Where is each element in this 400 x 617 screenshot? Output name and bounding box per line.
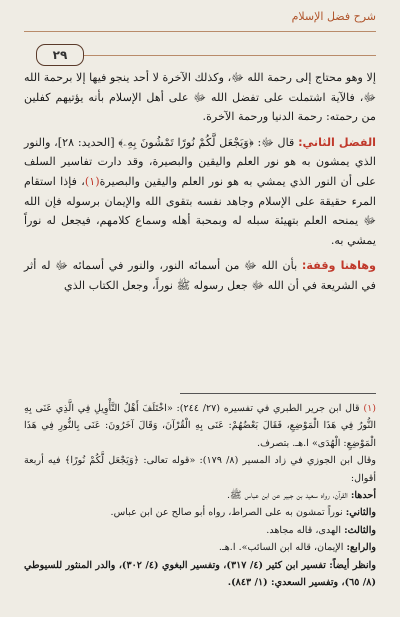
- footnote-item: [24, 487, 376, 504]
- paragraph-3: [24, 256, 376, 295]
- footnote-item-label: أحدها:: [350, 490, 376, 502]
- section-heading-second-virtue: الفضل الثاني:: [298, 135, 376, 149]
- footnote-see-also: [24, 557, 376, 592]
- footnote-see-also-text: وانظر أيضاً: تفسير ابن كثير (٤/ ٣١٧)، وتفسير البغوي (٤/ ٣٠٢)، والدر المنثور للسيوطي (٨/ ٦٥)، وتفسير السعدي: (١/ ٨٤٣).: [24, 559, 376, 589]
- page-number-rule: [84, 55, 376, 56]
- paragraph-2-text: قال ﷻ: ﴿وَيَجْعَل لَّكُمْ نُورًا تَمْشُونَ بِهِۦ﴾ [الحديد: ٢٨]، والنور الذي يمشون به هو نور العلم واليقين والبصيرة، وقد دارت تفاسير السلف على أن النور الذي يمشي به هو نور العلم واليقين والبصيرة: [24, 135, 376, 188]
- paragraph-1: إلا وهو محتاج إلى رحمة الله ﷻ، وكذلك الآخرة لا أحد ينجو فيها إلا برحمة الله ﷻ، فالآية اشتملت على تفضل الله ﷻ على أهل الإسلام بأنه يؤتيهم كفلين من رحمته: رحمة الدنيا ورحمة الآخرة.: [24, 71, 376, 124]
- page-number-badge: ٢٩: [36, 44, 84, 66]
- footnote-item-label: والثالث:: [344, 524, 376, 536]
- main-body: [24, 68, 376, 302]
- footnote-item: [24, 504, 376, 521]
- footnote-1: [24, 400, 376, 452]
- footnote-item-text: الهدى، قاله مجاهد.: [266, 524, 345, 536]
- footnote-item-label: والرابع:: [346, 542, 376, 554]
- footnote-divider: [180, 393, 376, 394]
- footnote-item: [24, 539, 376, 556]
- running-header-title: شرح فضل الإسلام: [291, 10, 376, 23]
- footnote-marker-1[interactable]: (١): [84, 174, 100, 188]
- footnote-item-text: الإيمان، قاله ابن السائب». ا.هـ.: [218, 542, 347, 554]
- footnote-item-text: نوراً تمشون به على الصراط، رواه أبو صالح عن ابن عباس.: [110, 507, 346, 519]
- paragraph-2-text-cont: ، فإذا استقام المرء حقيقة على الإسلام وجاهد نفسه بتقوى الله والإيمان برسوله فإن الله ﷻ يمنحه العلم بتهيئة سبله له وبمحبة أهله وسماع كلامهم، فيجعل له نوراً يمشي به.: [24, 174, 376, 247]
- footnote-1-text: قال ابن جرير الطبري في تفسيره (٢٧/ ٢٤٤): «اخْتَلَفَ أَهْلُ التَّأْوِيلِ فِي الَّذِي عَنَى بِهِ النُّورُ فِي هَذَا الْمَوْضِعِ، فَقَالَ بَعْضُهُمْ: عَنَى بِهِ الْقُرْآنَ، وَقَالَ آخَرُونَ: عَنَى بِالنُّورِ فِي هَذَا الْمَوْضِعِ: الْهُدَى» ا.هـ. بتصرف.: [24, 403, 376, 449]
- footnote-1-number: (١): [363, 403, 376, 414]
- footnote-item: [24, 522, 376, 539]
- footnotes: [24, 400, 376, 591]
- header-divider: [24, 31, 376, 32]
- footnote-item-label: والثاني:: [345, 507, 376, 519]
- footnote-item-text: القرآن، رواه سعيد بن جبير عن ابن عباس ﷺ.: [226, 490, 351, 502]
- footnote-line-ibn-jawzi: وقال ابن الجوزي في زاد المسير (٨/ ١٧٩): «قوله تعالى: ﴿وَيَجْعَل لَّكُمْ نُورًا﴾ فيه أربعة أقوال:: [24, 455, 376, 484]
- section-heading-pause: وهاهنا وقفة:: [301, 259, 377, 273]
- paragraph-3-text: بأن الله ﷻ من أسمائه النور، والنور في أسمائه ﷻ له أثر في الشريعة في أن الله ﷻ جعل رسوله ﷺ نوراً، وجعل الكتاب الذي: [24, 259, 376, 292]
- paragraph-2: [24, 133, 376, 251]
